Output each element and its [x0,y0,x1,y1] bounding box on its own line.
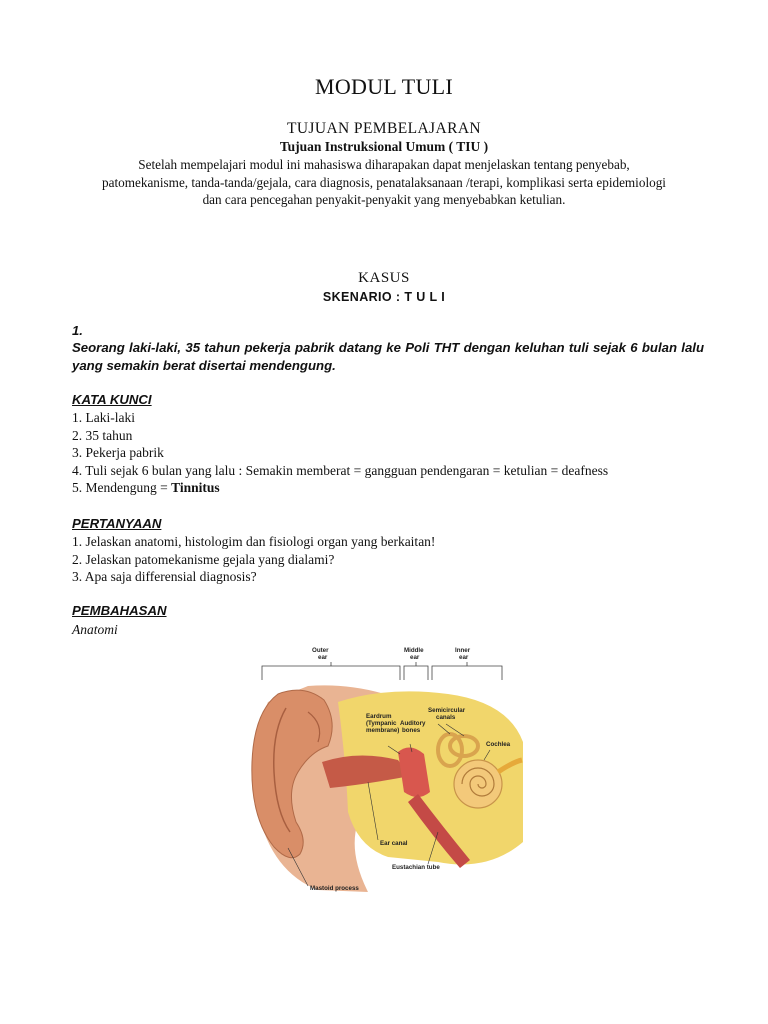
tiu-heading: Tujuan Instruksional Umum ( TIU ) [279,139,489,154]
document-title: MODUL TULI [314,74,454,99]
kata-kunci-list [72,409,608,497]
list-item-prefix: 5. Mendengung = [72,480,172,496]
eardrum-label-3: membrane) [366,727,400,734]
list-item: 2. Jelaskan patomekanisme gejala yang dialami? [72,551,335,567]
tinnitus-term: Tinnitus [171,480,220,496]
eardrum-label-2: (Tympanic [366,720,397,727]
pertanyaan-list [72,533,435,586]
ear-anatomy-figure [238,642,528,900]
case-number: 1. [72,323,83,338]
anatomi-subheading: Anatomi [72,622,118,637]
middle-ear-label-2: ear [410,654,420,661]
auditory-bones-label-2: bones [402,727,421,734]
intro-paragraph: Setelah mempelajari modul ini mahasiswa diharapakan dapat menjelaskan tentang penyebab, patomekanisme, tanda-tanda/gejala, cara diagnosis, penatalaksanaan /terapi, komplikasi serta epidemiologi dan cara pencegahan penyakit-penyakit yang menyebabkan ketulian. [102,157,666,207]
cochlea-label: Cochlea [486,741,511,748]
list-item: 3. Pekerja pabrik [72,445,164,461]
list-item: 3. Apa saja differensial diagnosis? [72,569,257,585]
list-item: 4. Tuli sejak 6 bulan yang lalu : Semakin memberat = gangguan pendengaran = ketulian = deafness [72,462,609,478]
list-item: 1. Laki-laki [72,410,135,425]
semicircular-label-2: canals [436,714,456,721]
kasus-heading: KASUS [358,270,410,286]
kata-kunci-heading: KATA KUNCI [72,392,152,407]
semicircular-label: Semicircular [428,707,466,714]
list-item [72,479,608,497]
region-brackets [262,662,502,680]
section-subtitle: TUJUAN PEMBELAJARAN [286,120,482,137]
pertanyaan-heading: PERTANYAAN [72,516,162,531]
ear-canal-label: Ear canal [380,840,408,847]
auditory-bones-label: Auditory [400,720,426,727]
inner-ear-label-2: ear [459,654,469,661]
inner-ear-label: Inner [455,647,471,654]
middle-ear-label: Middle [404,647,424,654]
outer-ear-label: Outer [312,647,329,654]
list-item: 1. Jelaskan anatomi, histologim dan fisiologi organ yang berkaitan! [72,534,436,549]
case-text: Seorang laki-laki, 35 tahun pekerja pabrik datang ke Poli THT dengan keluhan tuli sejak 6 bulan lalu yang semakin berat disertai mendengung. [72,340,704,373]
pembahasan-heading: PEMBAHASAN [72,603,167,618]
skenario-heading: SKENARIO : T U L I [322,290,446,304]
list-item: 2. 35 tahun [72,427,133,443]
outer-ear-label-2: ear [318,654,328,661]
mastoid-label: Mastoid process [310,885,359,892]
eustachian-label: Eustachian tube [392,864,440,871]
eardrum-label: Eardrum [366,713,392,720]
